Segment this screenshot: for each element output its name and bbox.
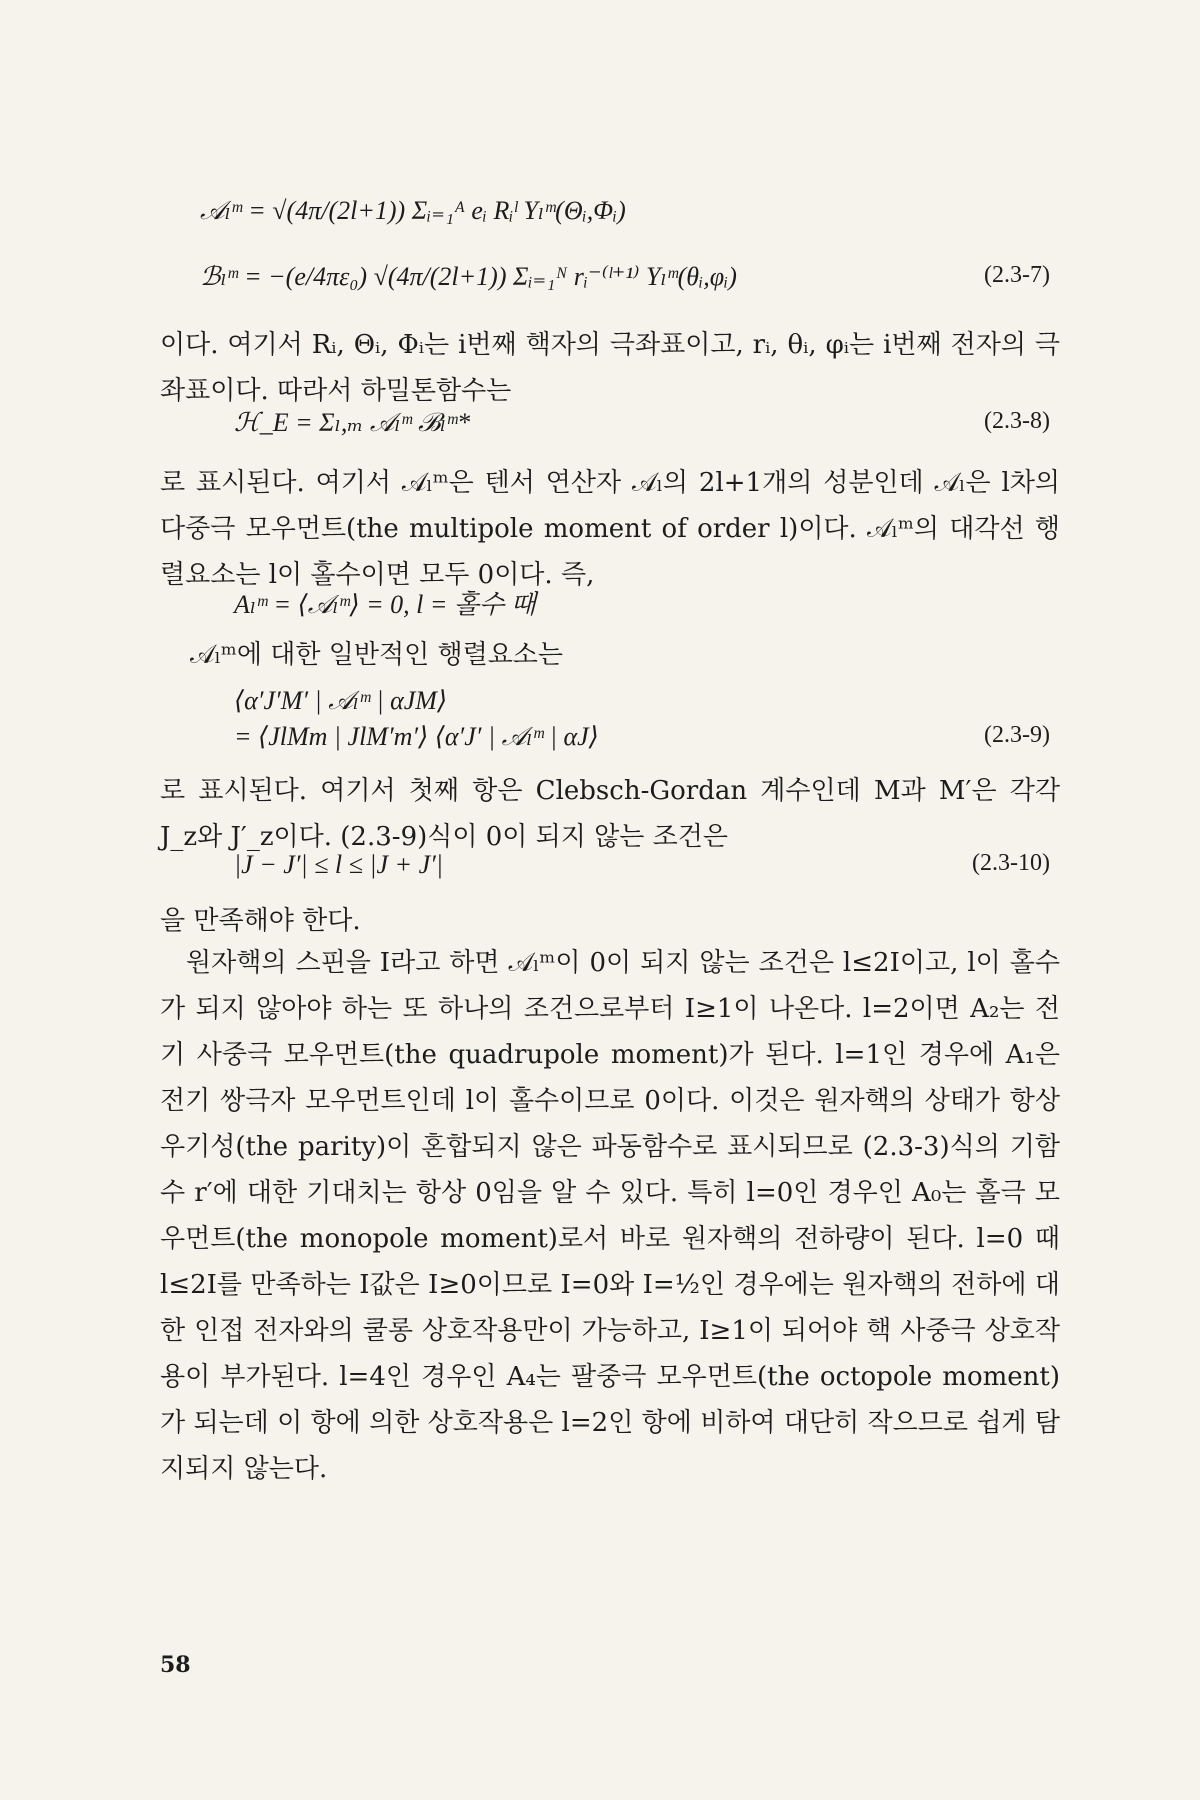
paragraph-text: 𝒜ₗᵐ에 대한 일반적인 행렬요소는: [190, 640, 564, 670]
equation-2-3-9: [234, 722, 1050, 753]
paragraph-condition: [160, 898, 1060, 944]
equation-diagonal-zero: [234, 584, 1050, 621]
equation-text: |J − J′| ≤ l ≤ |J + J′|: [234, 850, 443, 879]
paragraph-text: 을 만족해야 한다.: [160, 906, 361, 936]
paragraph-clebsch-gordan: [160, 768, 1060, 860]
equation-multipole-operator: [200, 196, 1050, 227]
equation-number: (2.3-7): [984, 262, 1050, 288]
equation-number: (2.3-10): [972, 850, 1050, 876]
paragraph-text: 로 표시된다. 여기서 첫째 항은 Clebsch-Gordan 계수인데 M과 M′은 각각 J_z와 J′_z이다. (2.3-9)식이 0이 되지 않는 조건은: [160, 776, 1060, 852]
equation-matrix-element-lhs: [234, 686, 1050, 717]
equation-2-3-7: [200, 262, 1050, 292]
equation-text: ℋ_E = Σₗ,ₘ 𝒜ₗᵐ ℬₗᵐ*: [234, 408, 471, 437]
paragraph-tensor-operator: [160, 460, 1060, 598]
equation-number: (2.3-8): [984, 408, 1050, 434]
equation-text: = ⟨JlMm | JlM′m′⟩ ⟨α′J′ | 𝒜ₗᵐ | αJ⟩: [234, 722, 599, 751]
equation-2-3-10: [234, 850, 1050, 880]
paragraph-coordinates: [160, 322, 1060, 414]
paragraph-matrix-element-intro: [190, 632, 1060, 678]
equation-text: ℬₗᵐ = −(e/4πε₀) √(4π/(2l+1)) Σᵢ₌₁ᴺ rᵢ⁻⁽ˡ⁺¹⁾ Yₗᵐ(θᵢ,φᵢ): [200, 262, 737, 291]
equation-2-3-8: [234, 408, 1050, 439]
page-number: 58: [160, 1652, 191, 1678]
paragraph-text: 원자핵의 스핀을 I라고 하면 𝒜ₗᵐ이 0이 되지 않는 조건은 l≤2I이고, l이 홀수가 되지 않아야 하는 또 하나의 조건으로부터 I≥1이 나온다. l=2이면 A₂는 전기 사중극 모우먼트(the quadrupole moment)가 된다. l=1인 경우에 A₁은 전기 쌍극자 모우먼트인데 l이 홀수이므로 0이다. 이것은 원자핵의 상태가 항상 우기성(the parity)이 혼합되지 않은 파동함수로 표시되므로 (2.3-3)식의 기함수 r′에 대한 기대치는 항상 0임을 알 수 있다. 특히 l=0인 경우인 A₀는 홀극 모우먼트(the monopole moment)로서 바로 원자핵의 전하량이 된다. l=0 때 l≤2I를 만족하는 I값은 I≥0이므로 I=0와 I=½인 경우에는 원자핵의 전하에 대한 인접 전자와의 쿨롱 상호작용만이 가능하고, I≥1이 되어야 핵 사중극 상호작용이 부가된다. l=4인 경우인 A₄는 팔중극 모우먼트(the octopole moment)가 되는데 이 항에 의한 상호작용은 l=2인 항에 비하여 대단히 작으므로 쉽게 탐지되지 않는다.: [160, 948, 1060, 1484]
equation-text: Aₗᵐ = ⟨𝒜ₗᵐ⟩ = 0, l = 홀수 때: [234, 590, 536, 619]
paragraph-text: 로 표시된다. 여기서 𝒜ₗᵐ은 텐서 연산자 𝒜ₗ의 2l+1개의 성분인데 𝒜ₗ은 l차의 다중극 모우먼트(the multipole moment of order l)이다. 𝒜ₗᵐ의 대각선 행렬요소는 l이 홀수이면 모두 0이다. 즉,: [160, 468, 1060, 590]
paragraph-text: 이다. 여기서 Rᵢ, Θᵢ, Φᵢ는 i번째 핵자의 극좌표이고, rᵢ, θᵢ, φᵢ는 i번째 전자의 극좌표이다. 따라서 하밀톤함수는: [160, 330, 1060, 406]
equation-number: (2.3-9): [984, 722, 1050, 748]
equation-text: ⟨α′J′M′ | 𝒜ₗᵐ | αJM⟩: [234, 686, 448, 715]
paragraph-nuclear-spin: [160, 940, 1060, 1492]
equation-text: 𝒜ₗᵐ = √(4π/(2l+1)) Σᵢ₌₁ᴬ eᵢ Rᵢˡ Yₗᵐ(Θᵢ,Φᵢ): [200, 196, 626, 225]
